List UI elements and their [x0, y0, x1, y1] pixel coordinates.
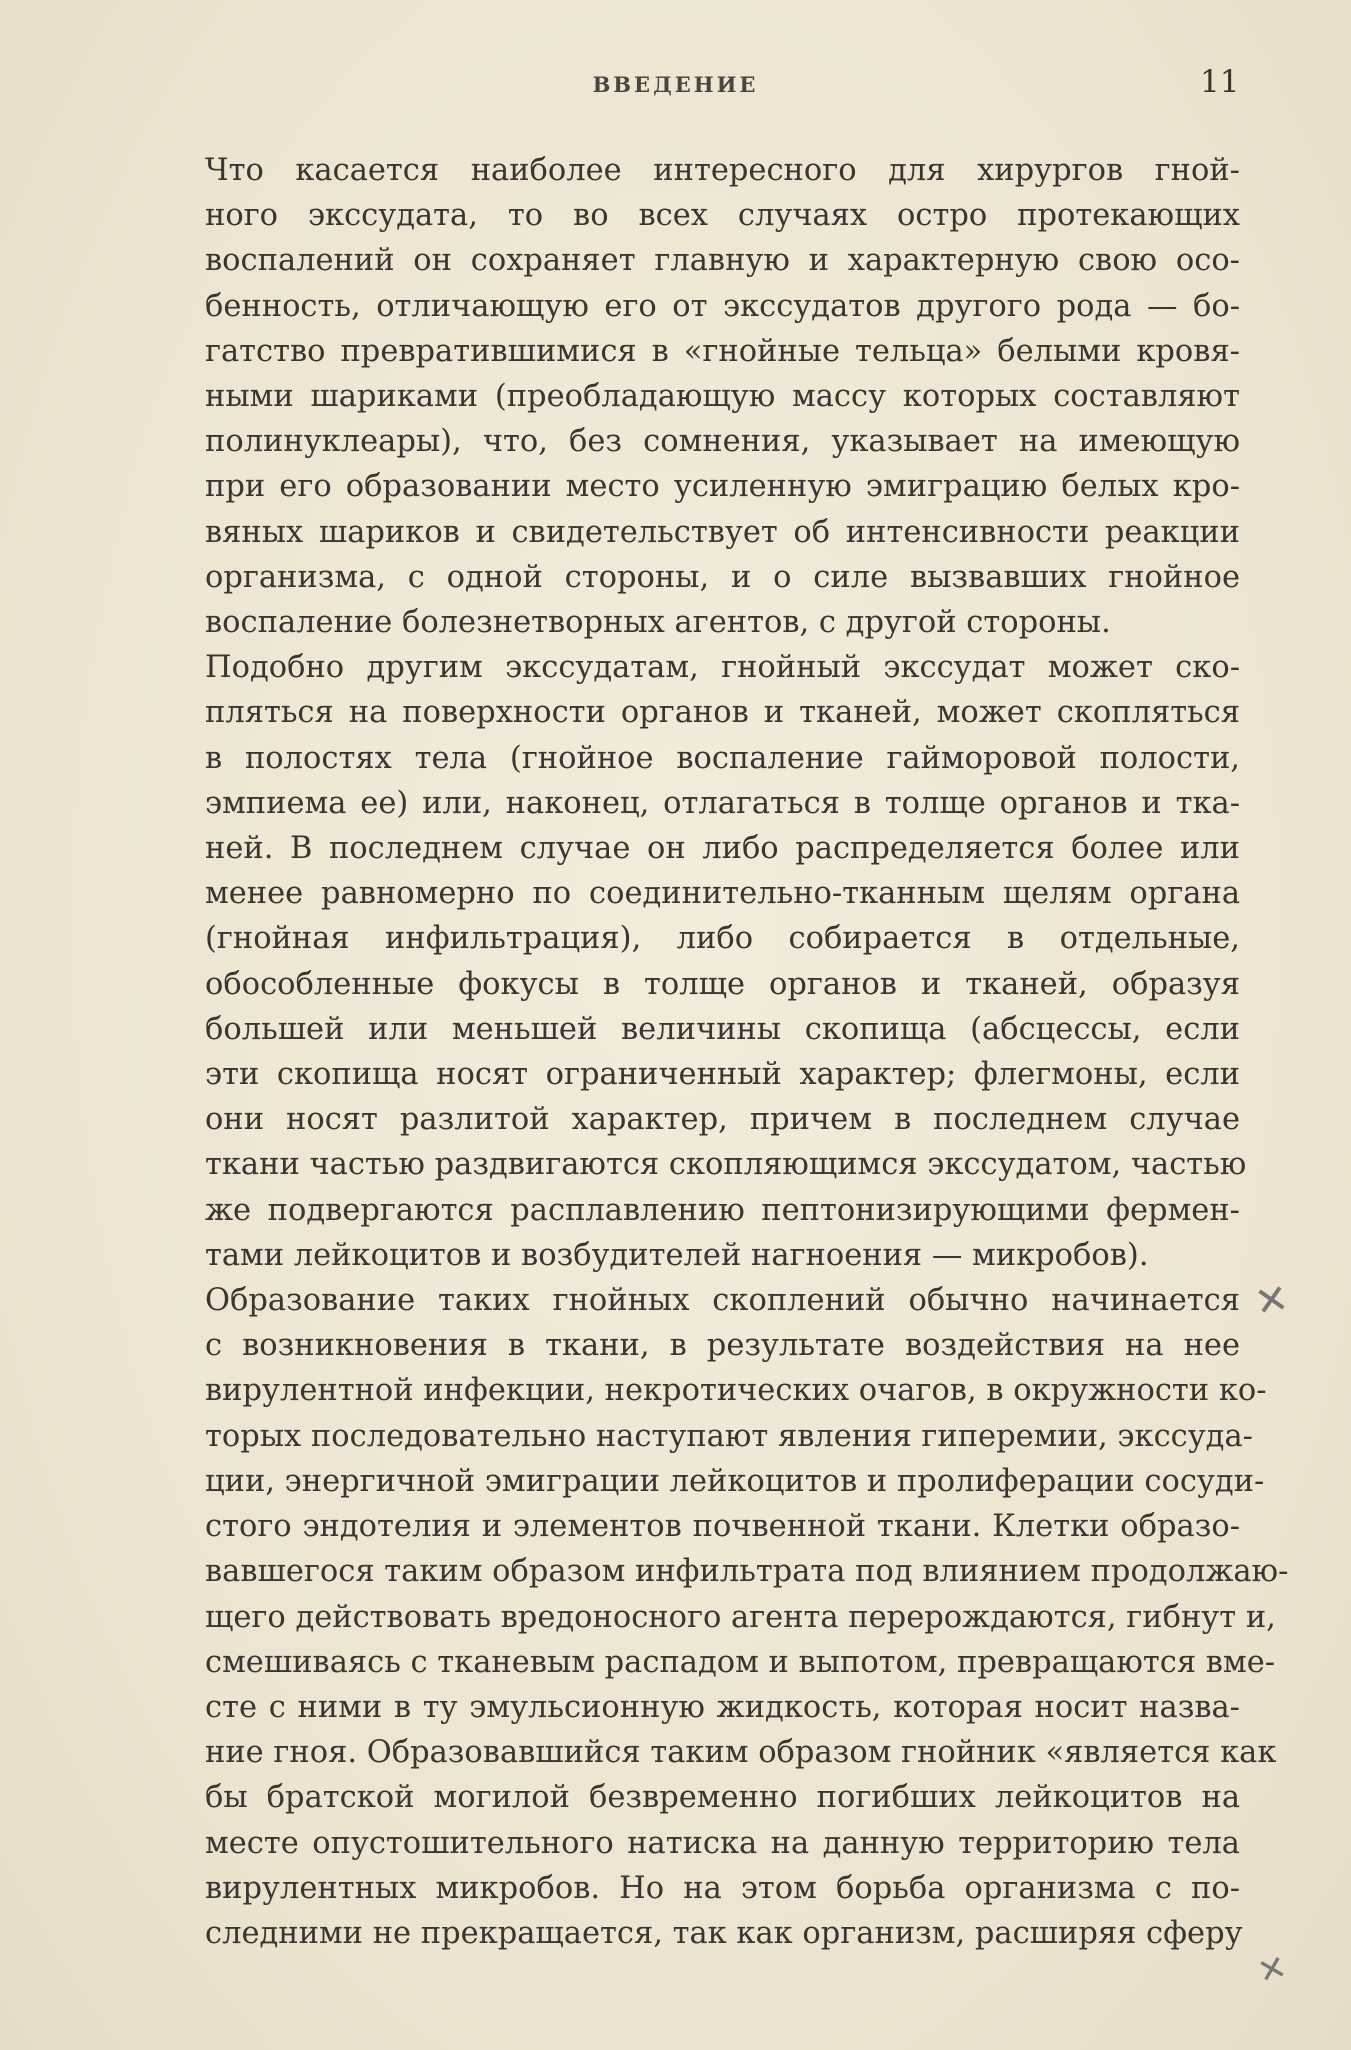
text-line: стого эндотелия и элементов почвенной ткани. Клетки образо-: [205, 1509, 1240, 1545]
text-line: сте с ними в ту эмульсионную жидкость, которая носит назва-: [205, 1689, 1240, 1725]
margin-pencil-mark-icon: ✕: [1251, 1275, 1293, 1327]
paragraph-2: [205, 645, 1247, 1278]
text-line: вирулентных микробов. Но на этом борьба организма с по-: [205, 1870, 1240, 1906]
text-line: бы братской могилой безвременно погибших лейкоцитов на: [205, 1780, 1240, 1816]
text-line: пляться на поверхности органов и тканей, может скопляться: [205, 695, 1240, 731]
text-line: обособленные фокусы в толще органов и тканей, образуя: [205, 966, 1240, 1002]
text-line: Что касается наиболее интересного для хирургов гной-: [205, 153, 1240, 188]
text-line: при его образовании место усиленную эмиграцию белых кро-: [205, 469, 1240, 505]
text-line: ткани частью раздвигаются скопляющимся экссудатом, частью: [205, 1147, 1247, 1183]
text-line: воспалений он сохраняет главную и характерную свою осо-: [205, 243, 1240, 279]
page-number: 11: [1200, 64, 1240, 100]
text-line: вавшегося таким образом инфильтрата под влиянием продолжаю-: [205, 1554, 1289, 1590]
text-line: менее равномерно по соединительно-тканным щелям органа: [205, 876, 1240, 912]
text-line: большей или меньшей величины скопища (абсцессы, если: [205, 1011, 1240, 1047]
text-line: вирулентной инфекции, некротических очагов, в окружности ко-: [205, 1373, 1267, 1409]
paragraph-3: [205, 1278, 1289, 1956]
text-line: бенность, отличающую его от экссудатов другого рода — бо-: [205, 288, 1240, 324]
text-line: Образование таких гнойных скоплений обычно начинается: [205, 1283, 1240, 1319]
text-line: ными шариками (преобладающую массу которых составляют: [205, 379, 1240, 415]
paragraph-1: [205, 148, 1240, 645]
margin-pencil-mark-icon: ✕: [1253, 1946, 1292, 1994]
text-line: ного экссудата, то во всех случаях остро протекающих: [205, 198, 1240, 234]
text-line: воспаление болезнетворных агентов, с другой стороны.: [205, 605, 1111, 641]
text-line: гатство превратившимися в «гнойные тельца» белыми кровя-: [205, 333, 1240, 369]
text-line: эти скопища носят ограниченный характер; флегмоны, если: [205, 1057, 1240, 1093]
text-line: (гнойная инфильтрация), либо собирается в отдельные,: [205, 921, 1240, 957]
text-line: торых последовательно наступают явления гиперемии, экссуда-: [205, 1418, 1253, 1454]
text-line: месте опустошительного натиска на данную территорию тела: [205, 1825, 1240, 1861]
text-line: следними не прекращается, так как организм, расширяя сферу: [205, 1915, 1243, 1951]
text-line: ней. В последнем случае он либо распределяется более или: [205, 831, 1240, 867]
text-line: полинуклеары), что, без сомнения, указывает на имеющую: [205, 424, 1240, 460]
text-line: Подобно другим экссудатам, гнойный экссудат может ско-: [205, 650, 1240, 686]
text-line: ние гноя. Образовавшийся таким образом гнойник «является как: [205, 1735, 1277, 1771]
running-title: ВВЕДЕНИЕ: [592, 72, 759, 97]
text-line: вяных шариков и свидетельствует об интенсивности реакции: [205, 514, 1240, 550]
text-line: организма, с одной стороны, и о силе вызвавших гнойное: [205, 559, 1240, 595]
text-line: с возникновения в ткани, в результате воздействия на нее: [205, 1328, 1240, 1364]
text-line: же подвергаются расплавлению пептонизирующими фермен-: [205, 1192, 1240, 1228]
text-line: они носят разлитой характер, причем в последнем случае: [205, 1102, 1240, 1138]
text-line: в полостях тела (гнойное воспаление гайморовой полости,: [205, 740, 1240, 776]
body-text: [205, 148, 1289, 1956]
text-line: смешиваясь с тканевым распадом и выпотом, превращаются вме-: [205, 1644, 1276, 1680]
text-line: тами лейкоцитов и возбудителей нагноения — микробов).: [205, 1237, 1149, 1273]
text-line: эмпиема ее) или, наконец, отлагаться в толще органов и тка-: [205, 785, 1240, 821]
text-line: щего действовать вредоносного агента перерождаются, гибнут и,: [205, 1599, 1276, 1635]
text-line: ции, энергичной эмиграции лейкоцитов и пролиферации сосуди-: [205, 1463, 1265, 1499]
